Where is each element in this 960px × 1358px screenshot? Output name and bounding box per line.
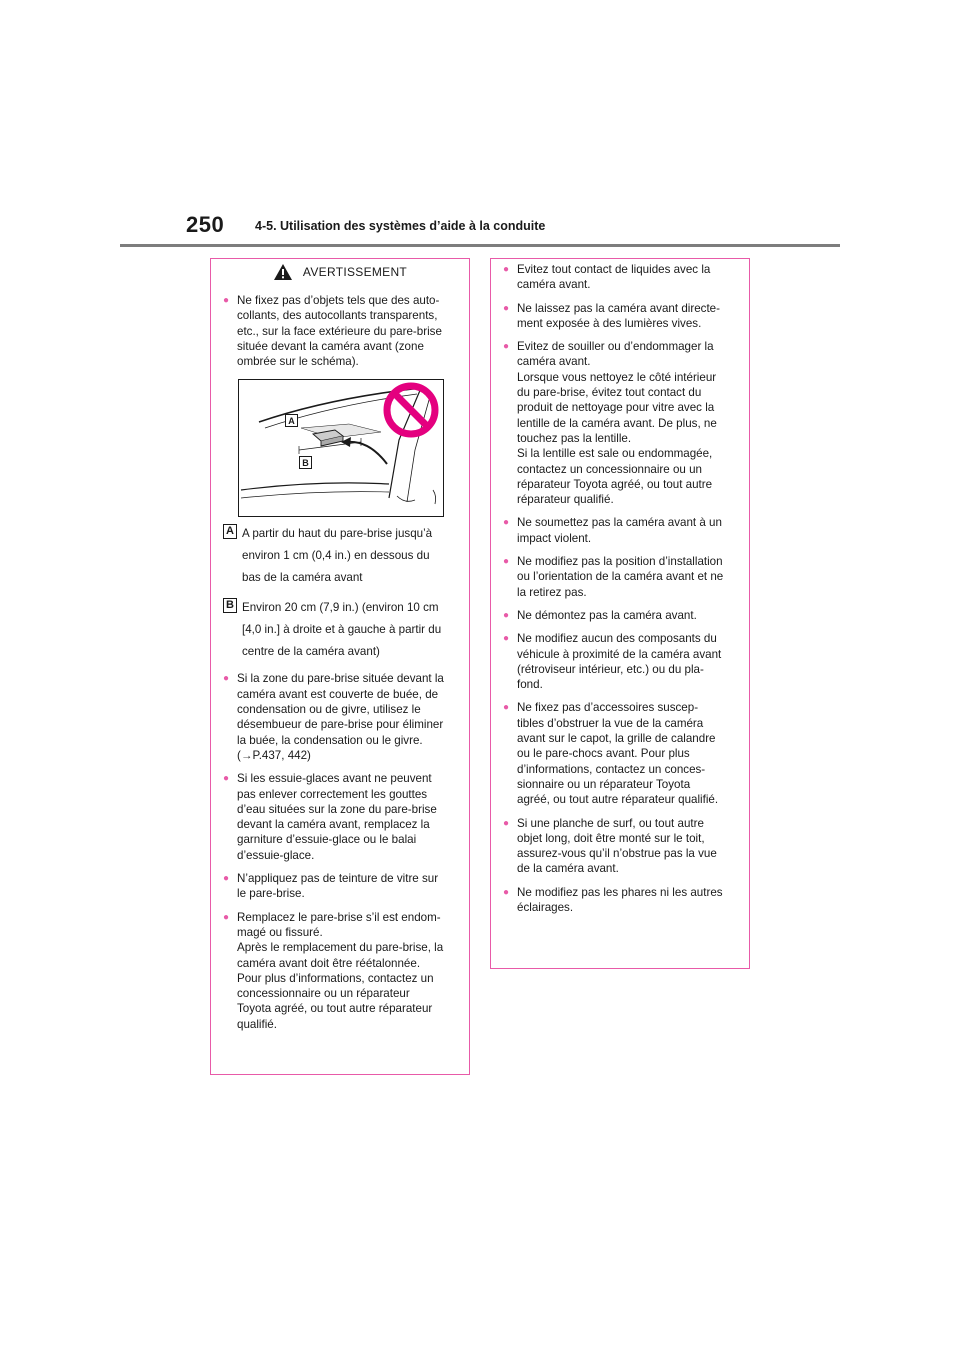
warning-box-right xyxy=(490,258,750,969)
bullet-icon: ● xyxy=(503,264,510,275)
header-rule xyxy=(120,244,840,247)
figure-label-b: B xyxy=(299,456,312,469)
bullet-icon: ● xyxy=(223,873,230,885)
bullet-icon: ● xyxy=(503,702,510,714)
list-item: ● Remplacez le pare-brise s’il est endom- magé ou fissuré. Après le remplacement du pare-brise, la caméra avant doit être réétalonnée. Pour plus d’informations, contactez un concessionnaire ou un réparateur Toyota agréé, ou tout autre réparateur qualifié. xyxy=(223,910,444,1031)
list-item: ● N’appliquez pas de teinture de vitre sur le pare-brise. xyxy=(223,872,439,901)
figure-label-a: A xyxy=(285,414,298,427)
legend-text-a: A partir du haut du pare-brise jusqu’à environ 1 cm (0,4 in.) en dessous du bas de la caméra avant xyxy=(242,527,433,585)
legend-text-b: Environ 20 cm (7,9 in.) (environ 10 cm [4,0 in.] à droite et à gauche à partir du centre de la caméra avant) xyxy=(242,601,442,659)
windshield-camera-diagram xyxy=(238,379,444,517)
bullet-icon: ● xyxy=(503,886,510,898)
list-item: ● Ne modifiez pas les phares ni les autres éclairages. xyxy=(503,885,723,914)
list-item: ● Ne modifiez aucun des composants du véhicule à proximité de la caméra avant (rétroviseur intérieur, etc.) ou du pla- fond. xyxy=(503,632,722,692)
section-title: 4-5. Utilisation des systèmes d’aide à la conduite xyxy=(255,219,546,233)
list-item: ● Si les essuie-glaces avant ne peuvent pas enlever correctement les gouttes d’eau situées sur la zone du pare-brise devant la caméra avant, remplacez la garniture d’essuie-glace ou le balai d’essuie-glace. xyxy=(223,772,437,862)
list-item: ● Evitez de souiller ou d’endommager la caméra avant. Lorsque vous nettoyez le côté intérieur du pare-brise, évitez tout contact du produit de nettoyage pour vitre avec la lentille de la caméra avant. De plus, ne touchez pas la lentille. Si la lentille est sale ou endommagée, contactez un concessionnaire ou un réparateur Toyota agréé, ou tout autre réparateur qualifié. xyxy=(503,340,717,507)
list-item: ● Evitez tout contact de liquides avec la caméra avant. xyxy=(503,263,711,292)
list-item: ● Ne fixez pas d’objets tels que des auto- collants, des autocollants transparents, etc., sur la face extérieure du pare-brise située devant la caméra avant (zone ombrée sur le schéma). xyxy=(223,294,442,369)
legend-badge-a: A xyxy=(223,524,237,539)
legend-b xyxy=(223,597,457,663)
bullet-icon: ● xyxy=(503,302,510,314)
windshield-illustration xyxy=(239,380,444,517)
warning-header xyxy=(211,259,469,285)
list-item: ● Ne laissez pas la caméra avant directe- ment exposée à des lumières vives. xyxy=(503,301,720,330)
warning-title: AVERTISSEMENT xyxy=(302,265,408,279)
bullet-icon: ● xyxy=(223,911,230,923)
bullet-icon: ● xyxy=(503,517,510,529)
list-item: ● Ne fixez pas d’accessoires suscep- tibles d’obstruer la vue de la caméra avant sur le capot, la grille de calandre ou le pare-chocs avant. Pour plus d’informations, contactez un conces- sionnaire ou un réparateur Toyota agréé, ou tout autre réparateur qualifié. xyxy=(503,701,719,807)
legend-badge-b: B xyxy=(223,598,237,613)
legend-a xyxy=(223,523,457,589)
list-item: ● Si la zone du pare-brise située devant la caméra avant est couverte de buée, de condensation ou de givre, utilisez le désembueur de pare-brise pour éliminer la buée, la condensation ou le givre. (→P.437, 442) xyxy=(223,672,444,762)
list-item: ● Ne modifiez pas la position d’installation ou l’orientation de la caméra avant et ne la retirez pas. xyxy=(503,555,724,599)
list-item: ● Si une planche de surf, ou tout autre objet long, doit être monté sur le toit, assurez-vous qu’il n’obstrue pas la vue de la caméra avant. xyxy=(503,816,717,876)
list-item: ● Ne soumettez pas la caméra avant à un impact violent. xyxy=(503,516,722,545)
prohibition-sign-icon xyxy=(387,386,435,434)
page-number: 250 xyxy=(186,212,225,237)
warning-triangle-icon xyxy=(273,263,293,281)
bullet-icon: ● xyxy=(223,295,230,306)
bullet-icon: ● xyxy=(223,673,230,685)
bullet-icon: ● xyxy=(503,341,510,353)
bullet-icon: ● xyxy=(503,556,510,568)
list-item: ● Ne démontez pas la caméra avant. xyxy=(503,608,697,622)
warning-box-left xyxy=(210,258,470,1075)
bullet-icon: ● xyxy=(223,773,230,785)
bullet-icon: ● xyxy=(503,609,510,621)
bullet-icon: ● xyxy=(503,817,510,829)
bullet-icon: ● xyxy=(503,633,510,645)
